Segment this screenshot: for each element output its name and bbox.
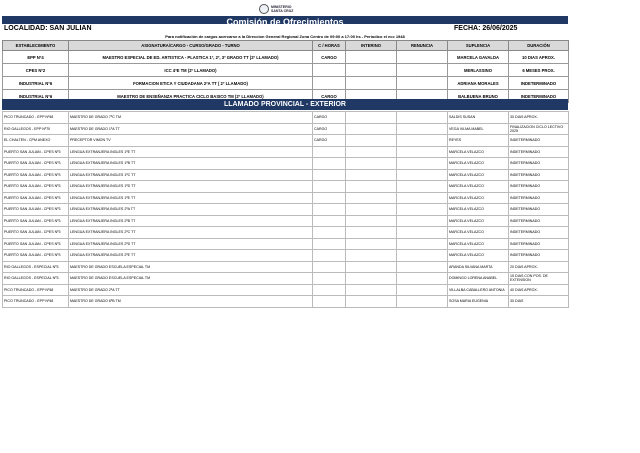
cell-horas [313, 77, 346, 90]
table-row [3, 169, 569, 181]
cell-asignatura: MAESTRO DE GRADO 2ºA TT [69, 284, 313, 296]
cell-suplencia: MARCELA VELAZCO [448, 215, 509, 227]
cell-renuncia [397, 77, 448, 90]
cell-duracion: 20 DIAS APROX. [509, 261, 569, 273]
cell-renuncia [397, 204, 448, 216]
cell-duracion: INDETERMINADO [509, 77, 569, 90]
cell-horas [313, 227, 346, 239]
cell-asignatura: ICC 4ºE TM (2º LLAMADO) [69, 64, 313, 77]
cell-interino [346, 77, 397, 90]
table-row [3, 112, 569, 124]
cell-establecimiento: CPES Nº2 [3, 64, 69, 77]
cell-suplencia: VILLALBA CABALLERO ANTONIA [448, 284, 509, 296]
table-row [3, 284, 569, 296]
cell-interino [346, 296, 397, 308]
cell-asignatura: LENGUA EXTRANJERA INGLES 1ºB TT [69, 158, 313, 170]
cell-horas [313, 64, 346, 77]
cell-interino [346, 250, 397, 262]
offers-table [2, 40, 569, 103]
cell-interino [346, 146, 397, 158]
cell-renuncia [397, 192, 448, 204]
cell-asignatura: MAESTRO DE GRADO 6ºB TM [69, 296, 313, 308]
table-row [3, 215, 569, 227]
table-row [3, 181, 569, 193]
cell-horas [313, 204, 346, 216]
cell-renuncia [397, 64, 448, 77]
logo-line-2: SANTA CRUZ [271, 8, 294, 13]
cell-interino [346, 169, 397, 181]
cell-horas: CARGO [313, 90, 346, 103]
cell-suplencia: MARCELA VELAZCO [448, 169, 509, 181]
cell-suplencia: ARANDA SILVANA MARTA [448, 261, 509, 273]
cell-renuncia [397, 238, 448, 250]
cell-establecimiento: INDUSTRIAL Nº6 [3, 77, 69, 90]
cell-suplencia: MARCELA VELAZCO [448, 204, 509, 216]
cell-renuncia [397, 169, 448, 181]
cell-horas [313, 146, 346, 158]
cell-suplencia: ADRIANA MORALES [448, 77, 509, 90]
cell-interino [346, 112, 397, 124]
table-row [3, 204, 569, 216]
cell-asignatura: LENGUA EXTRANJERA INGLES 2ºB TT [69, 215, 313, 227]
page-title: Comisión de Ofrecimientos [2, 16, 568, 24]
cell-establecimiento: PUERTO SAN JULIAN - CPES Nº3 [3, 238, 69, 250]
cell-establecimiento: RIO GALLEGOS - ESPECIAL Nº3 [3, 261, 69, 273]
cell-duracion: INDETERMINADO [509, 204, 569, 216]
cell-interino [346, 135, 397, 147]
cell-suplencia: MARCELA GAVALDA [448, 51, 509, 64]
table-row [3, 192, 569, 204]
table-row [3, 51, 569, 64]
table-row [3, 296, 569, 308]
cell-duracion: INDETERMINADO [509, 227, 569, 239]
cell-asignatura: FORMACION ETICA Y CIUDADANA 2ºA TT ( 2º LLAMADO) [69, 77, 313, 90]
cell-establecimiento: INDUSTRIAL Nº6 [3, 90, 69, 103]
cell-renuncia [397, 135, 448, 147]
cell-suplencia: MERLASSINO [448, 64, 509, 77]
cell-suplencia: MARCELA VELAZCO [448, 158, 509, 170]
cell-renuncia [397, 296, 448, 308]
cell-interino [346, 284, 397, 296]
cell-interino [346, 227, 397, 239]
table-header-row [3, 41, 569, 51]
cell-interino [346, 215, 397, 227]
cell-horas: CARGO [313, 112, 346, 124]
cell-establecimiento: PUERTO SAN JULIAN - CPES Nº3 [3, 215, 69, 227]
header-suplencia: SUPLENCIA [448, 41, 509, 51]
section-title: LLAMADO PROVINCIAL - EXTERIOR [2, 99, 568, 110]
provincial-table [2, 111, 569, 308]
cell-duracion: 10 DIAS APROX. [509, 51, 569, 64]
cell-suplencia: REYES [448, 135, 509, 147]
cell-suplencia: MARCELA VELAZCO [448, 227, 509, 239]
header-horas: C / HORAS [313, 41, 346, 51]
cell-duracion: INDETERMINADO [509, 250, 569, 262]
cell-duracion: INDETERMINADO [509, 158, 569, 170]
header-duracion: DURACIÓN [509, 41, 569, 51]
cell-horas [313, 181, 346, 193]
cell-horas [313, 296, 346, 308]
cell-duracion: 40 DIAS APROX. [509, 284, 569, 296]
notification-notice: Para notificación de cargos acercarse a la Direccion General Regional Zona Centro de 09:00 a 17:00 hs - Periodico el ecc 1948 [165, 34, 405, 39]
cell-establecimiento: PICO TRUNCADO - EPP Nº48 [3, 112, 69, 124]
cell-duracion: INDETERMINADO [509, 169, 569, 181]
cell-horas [313, 273, 346, 285]
cell-renuncia [397, 112, 448, 124]
cell-renuncia [397, 215, 448, 227]
cell-establecimiento: EPP Nº4 [3, 51, 69, 64]
cell-horas [313, 250, 346, 262]
cell-suplencia: MARCELA VELAZCO [448, 250, 509, 262]
table-row [3, 64, 569, 77]
table-row [3, 123, 569, 135]
cell-horas: CARGO [313, 51, 346, 64]
locality-row [2, 24, 568, 34]
header-renuncia: RENUNCIA [397, 41, 448, 51]
cell-horas [313, 261, 346, 273]
cell-renuncia [397, 273, 448, 285]
cell-interino [346, 238, 397, 250]
table-row [3, 146, 569, 158]
cell-suplencia: MARCELA VELAZCO [448, 192, 509, 204]
cell-establecimiento: PUERTO SAN JULIAN - CPES Nº3 [3, 250, 69, 262]
ministry-logo [259, 2, 309, 15]
seal-icon [259, 4, 269, 14]
cell-asignatura: LENGUA EXTRANJERA INGLES 2ºD TT [69, 238, 313, 250]
cell-duracion: 6 MESES PROX. [509, 64, 569, 77]
cell-establecimiento: PUERTO SAN JULIAN - CPES Nº3 [3, 169, 69, 181]
date-label: FECHA: 26/06/2025 [454, 25, 518, 32]
cell-duracion: 30 DIAS [509, 296, 569, 308]
cell-asignatura: MAESTRO ESPECIAL DE ED. ARTISTICA - PLASTICA 1º, 2º, 3º GRADO TT (2º LLAMADO) [69, 51, 313, 64]
locality-label: LOCALIDAD: SAN JULIAN [4, 25, 92, 32]
table-row [3, 77, 569, 90]
cell-renuncia [397, 250, 448, 262]
cell-duracion: FINALIZACION CICLO LECTIVO 2025 [509, 123, 569, 135]
header-asignatura: ASIGNATURA/CARGO - CURSO/GRADO - TURNO [69, 41, 313, 51]
cell-asignatura: LENGUA EXTRANJERA INGLES 1ºC TT [69, 169, 313, 181]
cell-asignatura: MAESTRO DE GRADO ESCUELA ESPECIAL TM [69, 261, 313, 273]
cell-establecimiento: PUERTO SAN JULIAN - CPES Nº3 [3, 227, 69, 239]
cell-renuncia [397, 181, 448, 193]
cell-suplencia: MARCELA VELAZCO [448, 146, 509, 158]
cell-asignatura: LENGUA EXTRANJERA INGLES 2ºA TT [69, 204, 313, 216]
cell-duracion: INDETERMINADO [509, 238, 569, 250]
cell-establecimiento: PUERTO SAN JULIAN - CPES Nº3 [3, 158, 69, 170]
cell-duracion: INDETERMINADO [509, 135, 569, 147]
table-row [3, 158, 569, 170]
cell-suplencia: MARCELA VELAZCO [448, 238, 509, 250]
cell-asignatura: MAESTRO DE GRADO 1ºA TT [69, 123, 313, 135]
cell-suplencia: SOSA MARIA EUGENIA [448, 296, 509, 308]
cell-asignatura: LENGUA EXTRANJERA INGLES 2ºC TT [69, 227, 313, 239]
cell-asignatura: MAESTRO DE ENSEÑANZA PRACTICA CICLO BASICO TM (2º LLAMADO) [69, 90, 313, 103]
cell-asignatura: LENGUA EXTRANJERA INGLES 1ºD TT [69, 181, 313, 193]
cell-asignatura: MAESTRO DE GRADO 7ºC TM [69, 112, 313, 124]
cell-horas [313, 238, 346, 250]
cell-duracion: INDETERMINADO [509, 192, 569, 204]
cell-renuncia [397, 284, 448, 296]
cell-establecimiento: PICO TRUNCADO - EPP Nº48 [3, 284, 69, 296]
cell-interino [346, 51, 397, 64]
cell-renuncia [397, 227, 448, 239]
header-establecimiento: ESTABLECIMIENTO [3, 41, 69, 51]
cell-establecimiento: EL CHALTEN - CPM ANEXO [3, 135, 69, 147]
cell-horas [313, 158, 346, 170]
cell-duracion: 30 DIAS APROX. [509, 112, 569, 124]
cell-horas [313, 215, 346, 227]
cell-suplencia: SALDIS SUSAN [448, 112, 509, 124]
cell-horas [313, 192, 346, 204]
table-row [3, 238, 569, 250]
cell-renuncia [397, 51, 448, 64]
cell-duracion: INDETERMINADO [509, 146, 569, 158]
cell-asignatura: PRECEPTOR VIMON TV [69, 135, 313, 147]
cell-duracion: INDETERMINADO [509, 90, 569, 103]
cell-establecimiento: RIO GALLEGOS - ESPECIAL Nº3 [3, 273, 69, 285]
table-row [3, 135, 569, 147]
cell-establecimiento: PUERTO SAN JULIAN - CPES Nº3 [3, 192, 69, 204]
cell-suplencia: DOMINGO LORENA ANABEL [448, 273, 509, 285]
cell-interino [346, 123, 397, 135]
cell-suplencia: BALBUENA BRUNO [448, 90, 509, 103]
cell-interino [346, 64, 397, 77]
cell-interino [346, 192, 397, 204]
cell-horas: CARGO [313, 135, 346, 147]
cell-duracion: 15 DIAS CON POS. DE EXTENSION [509, 273, 569, 285]
cell-suplencia: MARCELA VELAZCO [448, 181, 509, 193]
cell-establecimiento: PUERTO SAN JULIAN - CPES Nº3 [3, 146, 69, 158]
cell-duracion: INDETERMINADO [509, 215, 569, 227]
cell-renuncia [397, 158, 448, 170]
cell-renuncia [397, 146, 448, 158]
cell-interino [346, 181, 397, 193]
cell-establecimiento: PUERTO SAN JULIAN - CPES Nº3 [3, 181, 69, 193]
table-row [3, 250, 569, 262]
cell-renuncia [397, 261, 448, 273]
cell-interino [346, 261, 397, 273]
cell-asignatura: MAESTRO DE GRADO ESCUELA ESPECIAL TM [69, 273, 313, 285]
table-row [3, 273, 569, 285]
table-row [3, 261, 569, 273]
cell-establecimiento: RIO GALLEGOS - EPP Nº70 [3, 123, 69, 135]
cell-horas: CARGO [313, 123, 346, 135]
cell-duracion: INDETERMINADO [509, 181, 569, 193]
cell-asignatura: LENGUA EXTRANJERA INGLES 1ºE TT [69, 146, 313, 158]
cell-establecimiento: PUERTO SAN JULIAN - CPES Nº3 [3, 204, 69, 216]
cell-interino [346, 158, 397, 170]
cell-asignatura: LENGUA EXTRANJERA INGLES 1ºE TT [69, 192, 313, 204]
header-interino: INTERINO [346, 41, 397, 51]
cell-renuncia [397, 123, 448, 135]
cell-suplencia: VEGA VILMA MABEL [448, 123, 509, 135]
table-row [3, 227, 569, 239]
cell-interino [346, 204, 397, 216]
cell-horas [313, 169, 346, 181]
cell-asignatura: LENGUA EXTRANJERA INGLES 2ºE TT [69, 250, 313, 262]
logo-line-1: MINISTERIO [271, 4, 292, 9]
cell-horas [313, 284, 346, 296]
cell-interino [346, 273, 397, 285]
cell-establecimiento: PICO TRUNCADO - EPP Nº48 [3, 296, 69, 308]
